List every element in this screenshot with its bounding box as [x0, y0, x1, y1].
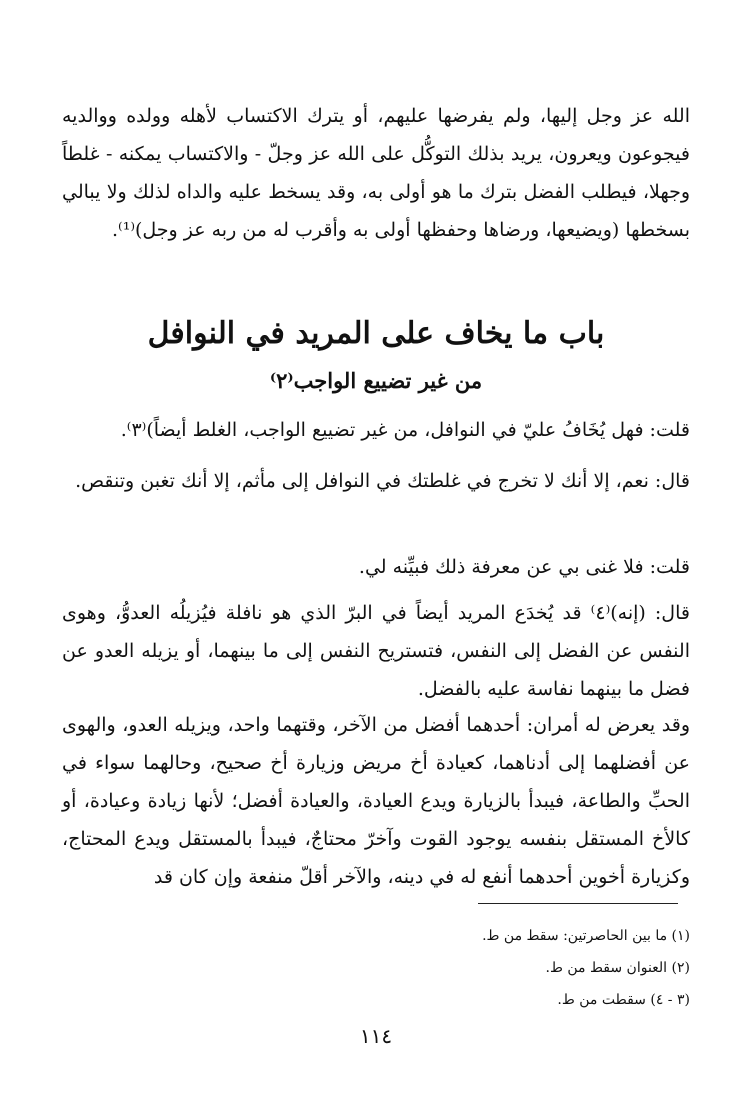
intro-paragraph: الله عز وجل إليها، ولم يفرضها عليهم، أو يترك الاكتساب لأهله وولده ووالديه فيجوعون ويعرون، يريد بذلك التوكُّل على الله عز وجلّ - والاكتساب يمكنه - غلطاً وجهلا، فيطلب الفضل بترك ما هو أولى به، وقد يسخط عليه والداه لذلك ولا يبالي بسخطها (ويضيعها، ورضاها وحفظها أولى به وأقرب له من ربه عز وجل)⁽¹⁾.	[62, 105, 690, 241]
chapter-title: باب ما يخاف على المريد في النوافل	[147, 316, 605, 351]
chapter-subtitle: من غير تضييع الواجب⁽٢⁾	[269, 368, 483, 393]
answer-1: قال: نعم، إلا أنك لا تخرج في غلطتك في النوافل إلى مأثم، إلا أنك تغبن وتنقص.	[75, 470, 690, 492]
answer-2: قال: (إنه)⁽٤⁾ قد يُخدَع المريد أيضاً في البرّ الذي هو نافلة فيُزيلُه العدوُّ، وهوى النفس عن الفضل إلى النفس، فتستريح النفس إلى ما بينهما، أو يزيله العدو عن فضل ما بينهما نفاسة عليه بالفضل.	[62, 602, 690, 700]
paragraph-3: وقد يعرض له أمران: أحدهما أفضل من الآخر، وقتهما واحد، ويزيله العدو، والهوى عن أفضلهما إلى أدناهما، كعيادة أخ مريض وزيارة أخ صحيح، وحالهما سواء في الحبِّ والطاعة، فيبدأ بالزيارة ويدع العيادة، والعيادة أفضل؛ لأنها زيادة وعيادة، أو كالأخ المستقل بنفسه يوجود القوت وآخرّ محتاجٌ، فيبدأ بالمستقل ويدع المحتاج، وكزيارة أخوين أحدهما أنفع له في دينه، والآخر أقلّ منفعة وإن كان قد	[62, 714, 690, 888]
page-number: ١١٤	[359, 1024, 393, 1048]
footnote-3: (٣ - ٤) سقطت من ط.	[557, 992, 690, 1008]
footnote-separator	[478, 903, 678, 904]
footnote-2: (٢) العنوان سقط من ط.	[545, 960, 690, 976]
question-2: قلت: فلا غنى بي عن معرفة ذلك فبيِّنه لي.	[358, 556, 690, 578]
question-1: قلت: فهل يُخَافُ عليّ في النوافل، من غير تضييع الواجب، الغلط أيضاً)⁽٣⁾.	[120, 419, 690, 441]
footnote-1: (١) ما بين الحاصرتين: سقط من ط.	[482, 928, 690, 944]
